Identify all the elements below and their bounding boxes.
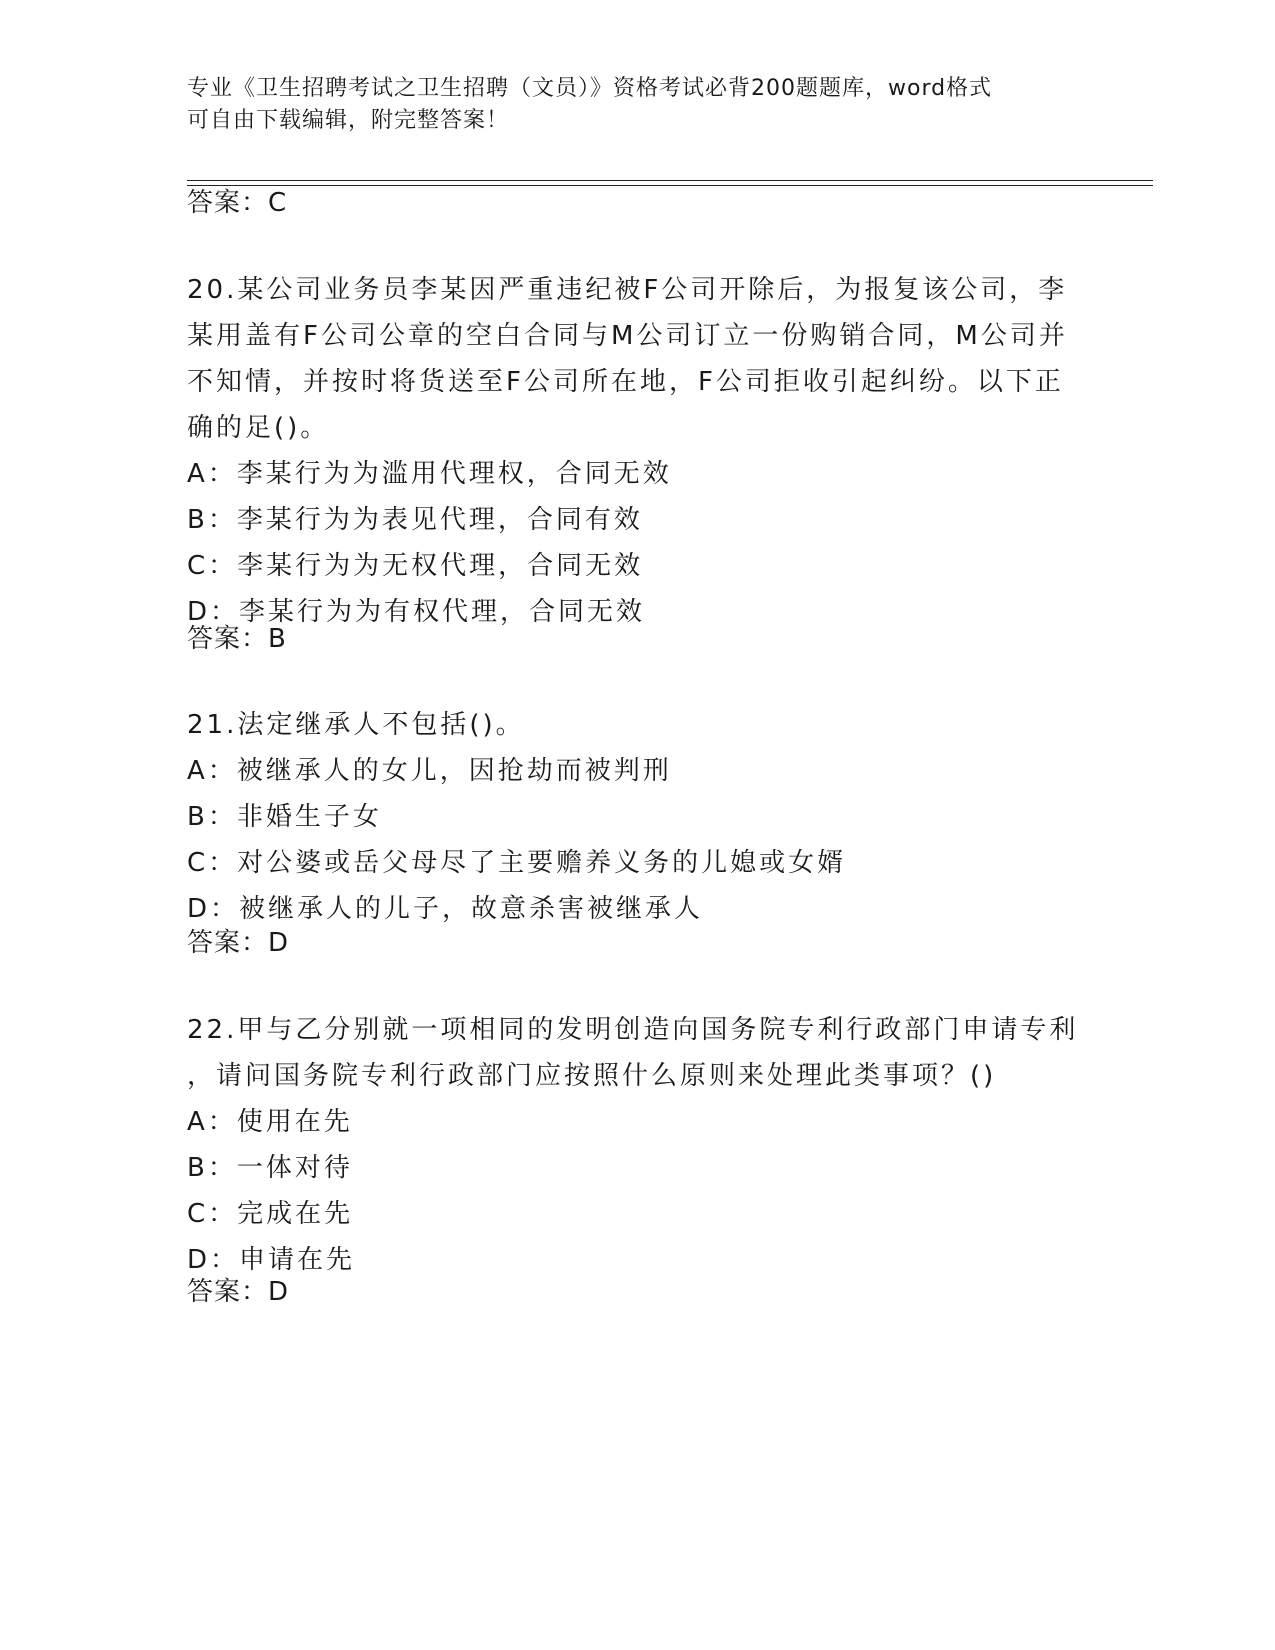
question-21: [187, 702, 1087, 932]
header-line-1: 专业《卫生招聘考试之卫生招聘（文员）》资格考试必背200题题库，word格式: [187, 76, 993, 101]
question-stem-line: 20.某公司业务员李某因严重违纪被F公司开除后，为报复该公司，李: [187, 275, 1068, 305]
header-divider-top: [187, 180, 1153, 181]
question-22: [187, 1007, 1087, 1283]
option-a: A：被继承人的女儿，因抢劫而被判刑: [187, 756, 672, 786]
option-b: B：李某行为为表见代理，合同有效: [187, 505, 643, 535]
header-line-2: 可自由下载编辑，附完整答案！: [187, 108, 510, 133]
answer-21: 答案：D: [187, 928, 290, 958]
document-header: [187, 73, 1087, 137]
option-b: B：一体对待: [187, 1153, 353, 1183]
answer-20: 答案：B: [187, 624, 287, 654]
option-c: C：完成在先: [187, 1199, 354, 1229]
option-a: A：李某行为为滥用代理权，合同无效: [187, 459, 672, 489]
option-a: A：使用在先: [187, 1107, 353, 1137]
option-d: D：被继承人的儿子，故意杀害被继承人: [187, 894, 704, 924]
question-stem-line: 确的足()。: [187, 413, 330, 443]
question-stem-line: 21.法定继承人不包括()。: [187, 710, 525, 740]
question-stem-line: ，请问国务院专利行政部门应按照什么原则来处理此类事项？(): [187, 1061, 997, 1091]
question-stem-line: 22.甲与乙分别就一项相同的发明创造向国务院专利行政部门申请专利: [187, 1015, 1079, 1045]
answer-previous: 答案：C: [187, 188, 288, 218]
question-20: [187, 267, 1087, 635]
option-b: B：非婚生子女: [187, 802, 382, 832]
option-d: D：李某行为为有权代理，合同无效: [187, 597, 646, 627]
header-divider-bottom: [187, 185, 1153, 186]
option-c: C：对公婆或岳父母尽了主要赡养义务的儿媳或女婿: [187, 848, 847, 878]
option-d: D：申请在先: [187, 1245, 356, 1275]
option-c: C：李某行为为无权代理，合同无效: [187, 551, 644, 581]
question-stem-line: 某用盖有F公司公章的空白合同与M公司订立一份购销合同，M公司并: [187, 321, 1068, 351]
question-stem-line: 不知情，并按时将货送至F公司所在地，F公司拒收引起纠纷。以下正: [187, 367, 1064, 397]
answer-22: 答案：D: [187, 1277, 290, 1307]
